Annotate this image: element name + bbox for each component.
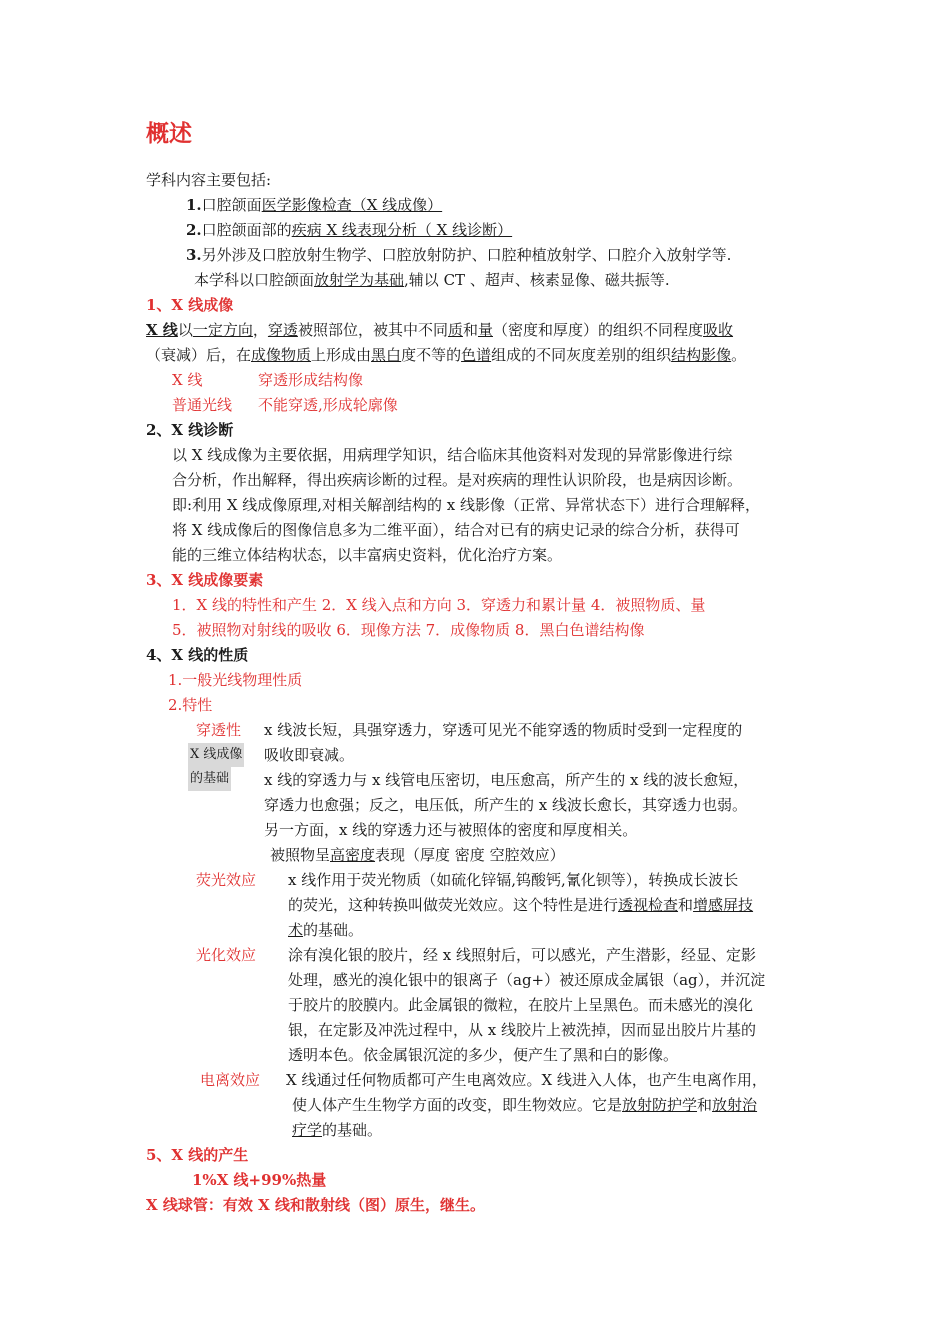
photochemical-line: 透明本色。依金属银沉淀的多少，便产生了黑和白的影像。 (288, 1046, 679, 1064)
ionization-label: 电离效应 (200, 1071, 261, 1089)
section-1-para-line-1: X 线以一定方向，穿透被照部位，被其中不同质和量（密度和厚度）的组织不同程度吸收 (146, 321, 734, 339)
section-2-line: 即:利用 X 线成像原理,对相关解剖结构的 x 线影像（正常、异常状态下）进行合理解释， (172, 496, 761, 514)
penetration-basis-box-line-2: 的基础 (188, 767, 231, 791)
intro-item-2: 2.口腔颌面部的疾病 X 线表现分析（ X 线诊断） (186, 221, 513, 239)
section-2-heading: 2、X 线诊断 (146, 421, 234, 439)
section-4-sub-1: 1.一般光线物理性质 (168, 671, 303, 689)
section-5-line-1: 1%X 线+99%热量 (192, 1171, 327, 1189)
section-3-elements-line-1: 1．X 线的特性和产生 2．X 线入点和方向 3．穿透力和累计量 4．被照物质、量 (172, 596, 706, 614)
comparison-xray-label: X 线 (172, 371, 203, 389)
comparison-xray-desc: 穿透形成结构像 (258, 371, 364, 389)
intro-basis: 本学科以口腔颌面放射学为基础,辅以 CT 、超声、核素显像、磁共振等. (194, 271, 670, 289)
section-5-line-2: X 线球管：有效 X 线和散射线（图）原生，继生。 (146, 1196, 485, 1214)
ionization-line: 疗学的基础。 (292, 1121, 383, 1139)
penetration-line: 吸收即衰减。 (264, 746, 355, 764)
photochemical-line: 于胶片的胶膜内。此金属银的微粒，在胶片上呈黑色。而未感光的溴化 (288, 996, 754, 1014)
intro-item-3: 3.另外涉及口腔放射生物学、口腔放射防护、口腔种植放射学、口腔介入放射学等. (186, 246, 732, 264)
section-2-line: 以 X 线成像为主要依据，用病理学知识，结合临床其他资料对发现的异常影像进行综 (172, 446, 733, 464)
penetration-line: 穿透力也愈强；反之，电压低，所产生的 x 线波长愈长，其穿透力也弱。 (264, 796, 747, 814)
page-title: 概述 (146, 121, 192, 147)
photochemical-line: 处理，感光的溴化银中的银离子（ag+）被还原成金属银（ag），并沉淀 (288, 971, 766, 989)
fluorescence-label: 荧光效应 (196, 871, 257, 889)
section-1-para-line-2: （衰减）后，在成像物质上形成由黑白度不等的色谱组成的不同灰度差别的组织结构影像。 (146, 346, 747, 364)
section-1-heading: 1、X 线成像 (146, 296, 234, 314)
section-2-line: 合分析，作出解释，得出疾病诊断的过程。是对疾病的理性认识阶段，也是病因诊断。 (172, 471, 743, 489)
section-5-heading: 5、X 线的产生 (146, 1146, 249, 1164)
section-2-line: 能的三维立体结构状态，以丰富病史资料，优化治疗方案。 (172, 546, 563, 564)
section-3-elements-line-2: 5．被照物对射线的吸收 6．现像方法 7．成像物质 8．黑白色谱结构像 (172, 621, 645, 639)
photochemical-label: 光化效应 (196, 946, 257, 964)
section-3-heading: 3、X 线成像要素 (146, 571, 264, 589)
comparison-light-label: 普通光线 (172, 396, 233, 414)
fluorescence-line: x 线作用于荧光物质（如硫化锌镉,钨酸钙,氰化钡等），转换成长波长 (288, 871, 739, 889)
ionization-line: X 线通过任何物质都可产生电离效应。X 线进入人体，也产生电离作用， (286, 1071, 767, 1089)
penetration-line: x 线的穿透力与 x 线管电压密切，电压愈高，所产生的 x 线的波长愈短， (264, 771, 749, 789)
section-2-line: 将 X 线成像后的图像信息多为二维平面），结合对已有的病史记录的综合分析，获得可 (172, 521, 740, 539)
section-4-heading: 4、X 线的性质 (146, 646, 249, 664)
penetration-density-line: 被照物呈高密度表现（厚度 密度 空腔效应） (270, 846, 565, 864)
penetration-line: x 线波长短，具强穿透力，穿透可见光不能穿透的物质时受到一定程度的 (264, 721, 743, 739)
photochemical-line: 涂有溴化银的胶片，经 x 线照射后，可以感光，产生潜影，经显、定影 (288, 946, 756, 964)
penetration-label: 穿透性 (196, 721, 242, 739)
comparison-light-desc: 不能穿透,形成轮廓像 (258, 396, 398, 414)
section-4-sub-2: 2.特性 (168, 696, 213, 714)
ionization-line: 使人体产生生物学方面的改变，即生物效应。它是放射防护学和放射治 (292, 1096, 758, 1114)
fluorescence-line: 的荧光，这种转换叫做荧光效应。这个特性是进行透视检查和增感屏技 (288, 896, 754, 914)
fluorescence-line: 术的基础。 (288, 921, 364, 939)
intro-lead: 学科内容主要包括: (146, 171, 272, 189)
penetration-basis-box-line-1: X 线成像 (188, 743, 244, 767)
photochemical-line: 银，在定影及冲洗过程中，从 x 线胶片上被洗掉，因而显出胶片片基的 (288, 1021, 756, 1039)
penetration-line: 另一方面，x 线的穿透力还与被照体的密度和厚度相关。 (264, 821, 638, 839)
intro-item-1: 1.口腔颌面医学影像检查（X 线成像） (186, 196, 443, 214)
